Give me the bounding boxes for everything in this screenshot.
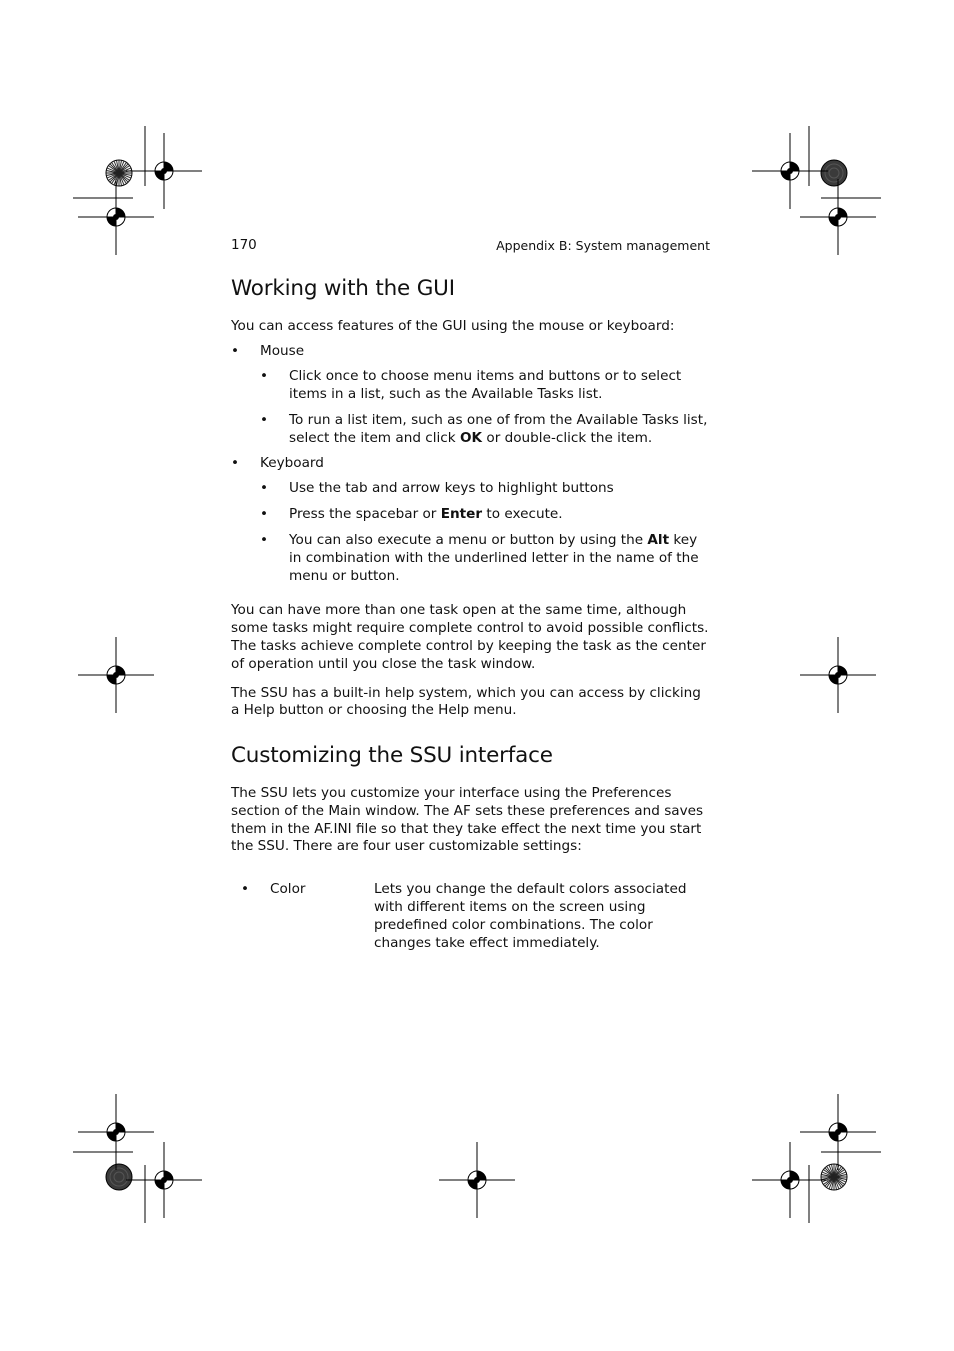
body-paragraph: The SSU lets you customize your interface using the Preferences section of the Main window. The AF sets these preferences and saves them in the AF.INI file so that they take effect the next time you start the SSU. There are four user customizable settings: [231,784,704,855]
list-item [260,412,711,448]
body-paragraph: The SSU has a built-in help system, which you can access by clicking a Help button or choosing the Help menu. [231,684,701,719]
bullet-glyph: • [231,342,240,359]
input-methods-list [231,343,711,586]
body-paragraph: You can have more than one task open at the same time, although some tasks might require complete control to avoid possible conflicts. The tasks achieve complete control by keeping the task as the center of operation until you close the task window. [231,602,709,672]
bold-keyword-alt: Alt [647,531,670,548]
section-heading-working-with-gui: Working with the GUI [231,276,455,301]
settings-table [231,881,711,953]
keyboard-sublist [260,480,711,585]
list-item-mouse [231,343,711,448]
bold-keyword-enter: Enter [440,506,483,523]
bullet-glyph: • [260,506,269,523]
bullet-glyph: • [231,454,240,471]
list-item-label: Mouse [260,342,305,359]
list-item-text: You can also execute a menu or button by using the [289,531,648,548]
intro-paragraph: You can access features of the GUI using the mouse or keyboard: [231,317,675,334]
setting-row [231,881,711,953]
bullet-glyph: • [260,411,269,428]
list-item-text: or double-click the item. [482,429,653,446]
running-header-title: Appendix B: System management [496,238,710,253]
section-customizing [231,743,711,953]
main-content [231,276,711,953]
page-number: 170 [231,237,257,253]
list-item [260,506,711,524]
list-item-text: Click once to choose menu items and buttons or to select items in a list, such as the Available Tasks list. [289,368,682,403]
section-heading-customizing-ssu: Customizing the SSU interface [231,743,553,769]
list-item-text: key in combination with the underlined letter in the name of the menu or button. [289,531,699,584]
list-item [260,480,711,498]
list-item-text: Use the tab and arrow keys to highlight buttons [289,480,614,497]
list-item-text: to execute. [482,506,563,523]
list-item-keyboard [231,455,711,586]
list-item-label: Keyboard [260,454,324,471]
mouse-sublist [260,368,711,447]
bullet-glyph: • [260,531,269,548]
bullet-glyph: • [241,881,250,898]
bullet-glyph: • [260,480,269,497]
list-item [260,368,711,404]
setting-description: Lets you change the default colors associated with different items on the screen using predefined color combinations. The color changes take effect immediately. [374,881,687,951]
bold-keyword-ok: OK [459,429,483,446]
list-item-text: To run a list item, such as one of from the Available Tasks list, select the item and click [289,411,708,446]
setting-name: Color [270,881,306,898]
list-item-text: Press the spacebar or [289,506,441,523]
bullet-glyph: • [260,368,269,385]
list-item [260,532,711,585]
